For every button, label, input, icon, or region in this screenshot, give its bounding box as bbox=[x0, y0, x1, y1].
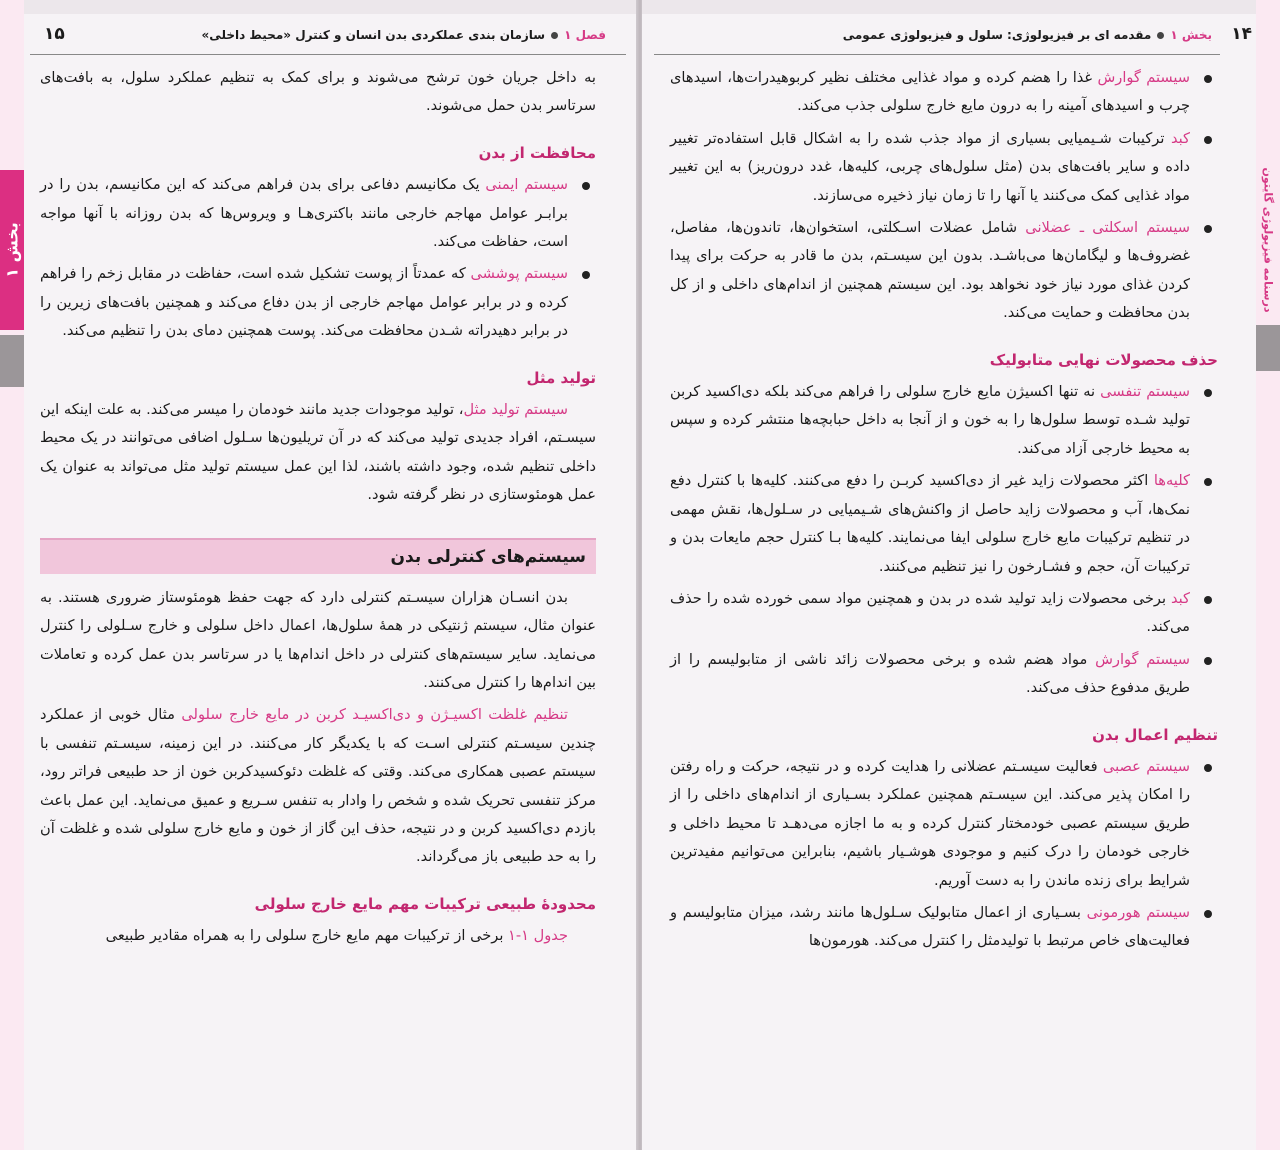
protection-list bbox=[40, 171, 596, 345]
item-text: مواد هضم شده و برخی محصولات زائد ناشی از متابولیسم را از طریق مدفوع حذف می‌کند. bbox=[670, 650, 1190, 697]
page-top-strip bbox=[0, 0, 638, 14]
page-header bbox=[702, 24, 1256, 50]
reproduction-paragraph bbox=[40, 396, 596, 510]
item-text: غذا را هضم کرده و مواد غذایی مختلف نظیر کربوهیدرات‌ها، اسیدهای چرب و اسیدهای آمینه را به درون مایع خارج سلولی جذب می‌کند. bbox=[670, 69, 1190, 115]
bullet-dot-icon bbox=[1157, 32, 1164, 39]
paragraph-text: مثال خوبی از عملکرد چندین سیسـتم کنترلی اسـت که با یکدیگر کار می‌کنند. در این زمینه، سیسـتم تنفسی با سیستم عصبی همکاری می‌کند. وقتی که غلظت دئوکسیدکربن خون از حد طبیعی فراتر رود، مرکز تنفسی تحریک شده و شخص را وادار به تنفس سـریع و عمیق می‌نماید. این عمل باعث بازدم دی‌اکسید کربن و در نتیجه، حذف این گاز از خون و مایع خارج سلولی شده و غلظت آن را به حد طبیعی باز می‌گرداند. bbox=[40, 706, 596, 866]
page-number: ۱۴ bbox=[1231, 24, 1252, 44]
term: سیستم اسکلتی ـ عضلانی bbox=[1025, 219, 1190, 237]
paragraph-text: ، تولید موجودات جدید مانند خودمان را میسر می‌کند. به علت اینکه این سیسـتم، افراد جدیدی تولید می‌کند که در آن تریلیون‌ها سـلول اضافی می‌توانند در یک محیط داخلی تنظیم شده، وجود داشته باشند، لذا این عمل سیستم تولید مثل می‌تواند به عنوان یک عمل هومئوستازی در نظر گرفته شود. bbox=[40, 401, 596, 504]
page-top-strip bbox=[642, 0, 1280, 14]
list-item bbox=[670, 214, 1218, 328]
term: سیستم تنفسی bbox=[1100, 383, 1190, 401]
heading-removal: حذف محصولات نهایی متابولیک bbox=[989, 350, 1218, 369]
item-text: بسـیاری از اعمال متابولیک سـلول‌ها مانند رشد، میزان متابولیسم و فعالیت‌های خاص مرتبط با تولیدمثل را کنترل می‌کند. هورمون‌ها bbox=[670, 903, 1190, 950]
item-text: ترکیبات شـیمیایی بسیاری از مواد جذب شده را به اشکال قابل استفاده‌تر تغییر داده و سایر بافت‌های بدن (مثل سلول‌های چربی، کلیه‌ها، غدد درون‌ریز) به این تغییر مواد غذایی کمک می‌کنند یا آنها را تا زمان نیاز ذخیره می‌سازند. bbox=[670, 129, 1190, 204]
left-page bbox=[0, 0, 638, 1150]
heading-protection: محافظت از بدن bbox=[478, 143, 596, 162]
term: سیستم پوششی bbox=[470, 265, 568, 283]
control-paragraph-2 bbox=[40, 701, 596, 871]
item-text: اکثر محصولات زاید غیر از دی‌اکسید کربـن را دفع می‌کنند. کلیه‌ها با کنترل دفع نمک‌ها، آب و محصولات زاید حاصل از واکنش‌های شـیمیایی در سـلول‌ها، نقش مهمی در تنظیم ترکیبات مایع خارج سلولی ایفا می‌نمایند. کلیه‌ها بـا کنترل حجم مایعات بدن و ترکیبات آن، حجم و فشـارخون را نیز تنظیم می‌کنند. bbox=[670, 472, 1190, 575]
list-item bbox=[670, 646, 1218, 703]
term: کلیه‌ها bbox=[1153, 472, 1190, 490]
right-page bbox=[642, 0, 1280, 1150]
control-paragraph-1: بدن انسـان هزاران سیسـتم کنترلی دارد که جهت حفظ هومئوستاز ضروری هستند. به عنوان مثال، سیستم ژنتیکی در همهٔ سلول‌ها، اعمال داخل سلولی و خارج سـلولی را کنترل می‌نماید. سایر سیستم‌های کنترلی در داخل اندام‌ها یا در سرتاسر بدن عمل کرده و تعاملات بین اندام‌ها را کنترل می‌کنند. bbox=[40, 588, 596, 691]
item-text: برخی محصولات زاید تولید شده در بدن و همچنین مواد سمی خورده شده را حذف می‌کند. bbox=[670, 589, 1190, 636]
page-header bbox=[30, 24, 614, 50]
list-item bbox=[670, 378, 1218, 463]
heading-regulation: تنظیم اعمال بدن bbox=[1092, 725, 1218, 744]
list-item bbox=[670, 125, 1218, 210]
term: کبد bbox=[1170, 129, 1190, 147]
term: تنظیم غلظت اکسیـژن و دی‌اکسیـد کربن در مایع خارج سلولی bbox=[181, 706, 568, 724]
list-item bbox=[670, 585, 1218, 642]
header-title: مقدمه ای بر فیزیولوژی: سلول و فیزیولوژی عمومی bbox=[842, 28, 1152, 42]
term: سیستم عصبی bbox=[1102, 757, 1190, 775]
page-number: ۱۵ bbox=[44, 24, 65, 44]
term: سیستم هورمونی bbox=[1086, 903, 1190, 921]
bullet-dot-icon bbox=[551, 32, 558, 39]
running-header bbox=[202, 28, 606, 42]
list-item bbox=[670, 467, 1218, 581]
term: سیستم تولید مثل bbox=[463, 401, 568, 419]
part-label: بخش ۱ bbox=[1170, 28, 1212, 42]
chapter-marker bbox=[1256, 325, 1280, 371]
item-text: شامل عضلات اسـکلتی، استخوان‌ها، تاندون‌ها، مفاصل، غضروف‌ها و لیگامان‌ها می‌باشـد. بدون این سیسـتم، بدن ما قادر به حرکت برای پیدا کردن غذای مورد نیاز خود نخواهد بود. این سیستم همچنین از اندام‌های داخلی و از کل بدن محافظت و حمایت می‌کند. bbox=[670, 219, 1190, 322]
paragraph-text: برخی از ترکیبات مهم مایع خارج سلولی را به همراه مقادیر طبیعی bbox=[105, 927, 509, 945]
book-title-label: درسنامه فیزیولوژی گایتون bbox=[1261, 167, 1275, 313]
side-tab-strip bbox=[1256, 0, 1280, 1150]
table-ref: جدول ۱-۱ bbox=[508, 927, 568, 945]
item-text: نه تنها اکسیژن مایع خارج سلولی را فراهم می‌کند بلکه دی‌اکسید کربن تولید شـده توسط سلول‌ها را به خون و از آنجا به داخل حبابچه‌ها منتشر کرده و سپس به محیط خارجی آزاد می‌کند. bbox=[670, 383, 1190, 457]
term: کبد bbox=[1170, 589, 1190, 607]
list-item bbox=[670, 753, 1218, 895]
list-item bbox=[40, 171, 596, 256]
item-text: یک مکانیسم دفاعی برای بدن فراهم می‌کند که این مکانیسم، بدن را در برابـر عوامل مهاجم خارجی مانند باکتری‌هـا و ویروس‌ها که بدن روزانه با آنها مواجه است، حفاظت می‌کند. bbox=[40, 176, 568, 251]
running-header bbox=[843, 28, 1212, 42]
left-page-content bbox=[40, 64, 596, 955]
header-rule bbox=[30, 54, 626, 55]
regulation-list bbox=[670, 753, 1218, 956]
chapter-label: فصل ۱ bbox=[564, 28, 606, 42]
part-tab-label: بخش ۱ bbox=[2, 222, 22, 278]
table-ref-paragraph bbox=[40, 922, 596, 950]
term: سیستم گوارش bbox=[1097, 69, 1191, 86]
header-title: سازمان بندی عملکردی بدن انسان و کنترل «محیط داخلی» bbox=[201, 28, 546, 42]
term: سیستم گوارش bbox=[1095, 650, 1191, 668]
item-text: فعالیت سیسـتم عضلانی را هدایت کرده و در نتیجه، حرکت و راه رفتن را امکان پذیر می‌کند. این سیسـتم همچنین عملکرد بسـیاری از اندام‌های داخلی را از طریق سیستم عصبی خودمختار کنترل کرده و به ما اجازه می‌دهـد تا محیط داخلی و خارجی خودمان را درک کنیم و موجودی هوشـیار باشیم، بنابراین می‌توانیم مفیدترین شرایط برای زنده ماندن را به دست آوریم. bbox=[670, 757, 1190, 889]
item-text: که عمدتاً از پوست تشکیل شده است، حفاظت در مقابل زخم را فراهم کرده و در برابر عوامل مهاجم خارجی از بدن دفاع می‌کند و همچنین بافت‌های زیرین را در برابر دهیدراته شـدن محافظت می‌کند. پوست همچنین دمای بدن را تنظیم می‌کند. bbox=[40, 265, 568, 340]
side-tab-strip bbox=[0, 0, 24, 1150]
chapter-marker bbox=[0, 335, 24, 387]
heading-reproduction: تولید مثل bbox=[526, 368, 596, 387]
removal-list bbox=[670, 378, 1218, 702]
section-title-bar: سیستم‌های کنترلی بدن bbox=[40, 538, 596, 574]
intro-paragraph: به داخل جریان خون ترشح می‌شوند و برای کمک به تنظیم عملکرد سلول، به بافت‌های سرتاسر بدن حمل می‌شوند. bbox=[40, 69, 596, 115]
absorption-list bbox=[670, 64, 1218, 328]
term: سیستم ایمنی bbox=[485, 176, 569, 194]
header-rule bbox=[654, 54, 1220, 55]
right-page-content bbox=[670, 64, 1218, 960]
heading-normal-limits: محدودهٔ طبیعی ترکیبات مهم مایع خارج سلولی bbox=[254, 894, 596, 913]
part-tab bbox=[0, 170, 24, 330]
book-side-label bbox=[1256, 150, 1280, 330]
list-item bbox=[40, 260, 596, 345]
list-item bbox=[670, 64, 1218, 121]
list-item bbox=[670, 899, 1218, 956]
